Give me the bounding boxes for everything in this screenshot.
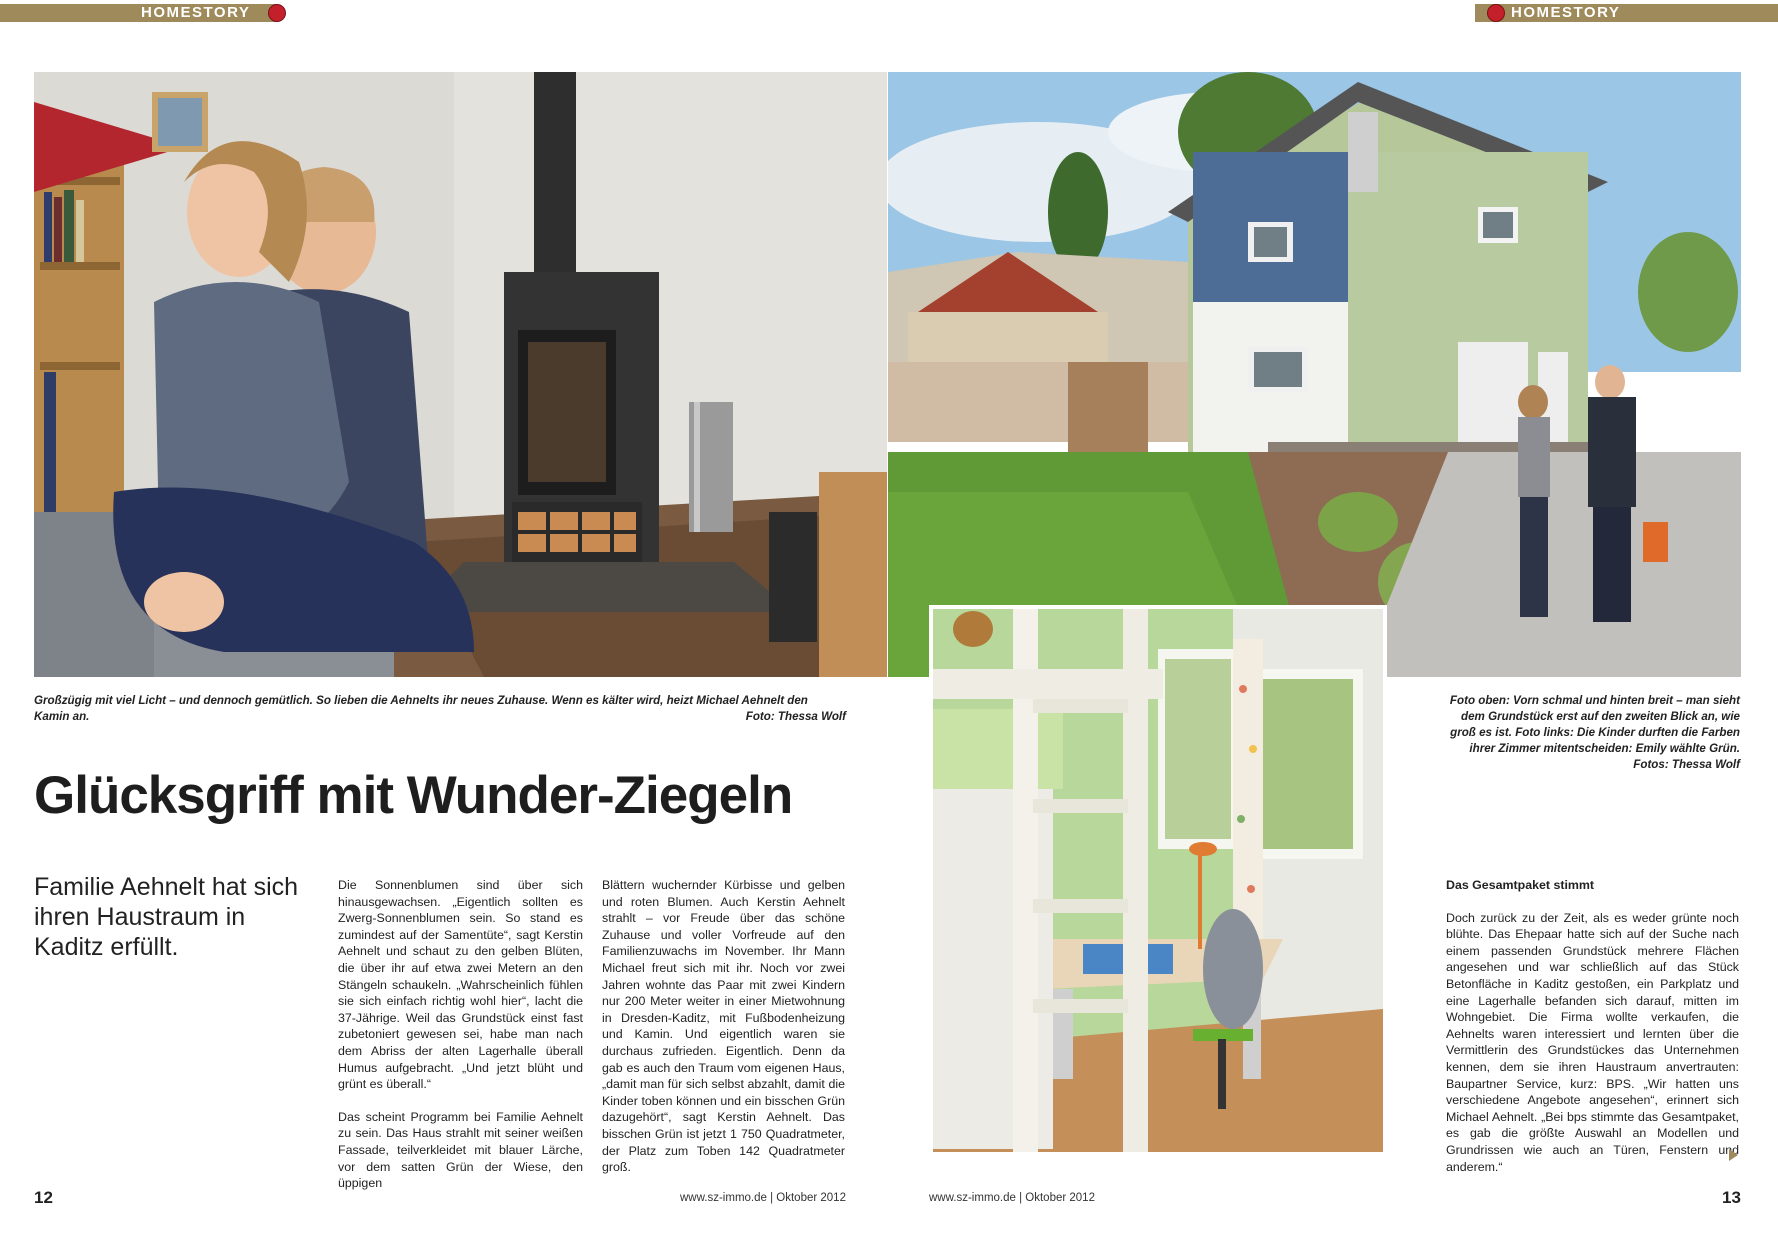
kids-room-photo — [929, 605, 1387, 1156]
rubric-dot-right — [1487, 4, 1505, 22]
col1-paragraph-1: Die Sonnenblumen sind über sich hinausgewachsen. „Eigentlich sollten es Zwerg-Sonnenblumen sein. So stand es zumindest auf der Samentüte“, sagt Kerstin Aehnelt und schaut zu den gelben Blüten, die über ihr auf etwa zwei Metern an den Stängeln schaukeln. „Wahrscheinlich fühlen sie sich einfach richtig wohl hier“, lacht die 37-Jährige. Weil das Grundstück einst fast zubetoniert gewesen sei, habe man nach dem Abriss der alten Lagerhalle überall Humus aufgebracht. „Und jetzt blüht und grünt es überall.“ — [338, 878, 583, 1092]
page-number-right: 13 — [1722, 1188, 1741, 1207]
living-room-photo — [34, 72, 887, 677]
caption-living-room — [34, 693, 846, 725]
col1-paragraph-2: Das scheint Programm bei Familie Aehnelt zu sein. Das Haus strahlt mit seiner weißen Fassade, teilverkleidet mit blauer Lärche, vor dem satten Grün der Wiese, den üppigen — [338, 1109, 583, 1191]
footer-url-left: www.sz-immo.de | Oktober 2012 — [680, 1192, 846, 1204]
caption-house — [1446, 693, 1740, 773]
caption-house-line3: groß es ist. Foto links: Die Kinder durften die Farben — [1450, 726, 1740, 739]
caption-house-line4: ihrer Zimmer mitentscheiden: Emily wählte Grün. — [1469, 742, 1740, 755]
article-standfirst: Familie Aehnelt hat sich ihren Haustraum in Kaditz erfüllt. — [34, 873, 299, 961]
caption-living-credit: Foto: Thessa Wolf — [745, 710, 846, 723]
article-end-marker-icon — [1729, 1149, 1738, 1161]
caption-living-text: Großzügig mit viel Licht – und dennoch gemütlich. So lieben die Aehnelts ihr neues Zuhause. Wenn es kälter wird, heizt Michael Aehnelt den Kamin an. — [34, 694, 808, 723]
footer-url-right: www.sz-immo.de | Oktober 2012 — [929, 1192, 1095, 1204]
col2-paragraph-1: Blättern wuchernder Kürbisse und gelben und roten Blumen. Auch Kerstin Aehnelt strahlt – vor Freude über das schöne Zuhause und voller Vorfreude auf den Familienzuwachs im November. Ihr Mann Michael freut sich mit ihr. Noch vor zwei Jahren wohnte das Paar mit zwei Kindern nur 200 Meter weiter in einer Mietwohnung in Dresden-Kaditz, mit Fußbodenheizung und Kamin. Und eigentlich waren sie durchaus zufrieden. Eigentlich. Denn da gab es auch den Traum vom eigenen Haus, „damit man für sich selbst abzahlt, damit die Kinder toben können und ein bisschen Grün dazugehört“, sagt Kerstin Aehnelt. Das bisschen Grün ist jetzt 1 750 Quadratmeter, der Platz zum Toben 142 Quadratmeter groß. — [602, 878, 845, 1175]
caption-house-line2: dem Grundstück erst auf den zweiten Blick an, wie — [1461, 710, 1740, 723]
col3-paragraph-1: Doch zurück zu der Zeit, als es weder grünte noch blühte. Das Ehepaar hatte sich auf der Suche nach einem passenden Grundstück mehrere Flächen angesehen und war schließlich auf das Stück Betonfläche in Kaditz gestoßen, ein Parkplatz und eine Lagerhalle befanden sich darauf, mitten im Wohngebiet. Die Firma wollte verkaufen, die Aehnelts waren interessiert und lernten über die Vermittlerin des Grundstückes das Unternehmen kennen, dem sie ihren Haustraum anvertrauten: Baupartner Service, kurz: BPS. „Wir hatten uns verschiedene Angebote angesehen“, erinnert sich Michael Aehnelt. „Bei bps stimmte das Gesamtpaket, es gab die größte Auswahl an Modellen und Grundrissen wie auch an Türen, Fenstern und anderem.“ — [1446, 910, 1739, 1174]
house-photo — [888, 72, 1741, 677]
section-subhead: Das Gesamtpaket stimmt — [1446, 878, 1595, 892]
rubric-label-right: HOMESTORY — [1511, 4, 1621, 21]
caption-house-credit: Fotos: Thessa Wolf — [1633, 758, 1740, 771]
article-column-3 — [1446, 877, 1739, 1191]
article-column-1 — [338, 877, 583, 1208]
page-number-left: 12 — [34, 1188, 53, 1207]
rubric-label-left: HOMESTORY — [141, 4, 251, 21]
caption-house-line1: Foto oben: Vorn schmal und hinten breit – man sieht — [1449, 694, 1740, 707]
article-column-2 — [602, 877, 845, 1192]
article-headline: Glücksgriff mit Wunder-Ziegeln — [34, 766, 793, 825]
rubric-dot-left — [268, 4, 286, 22]
